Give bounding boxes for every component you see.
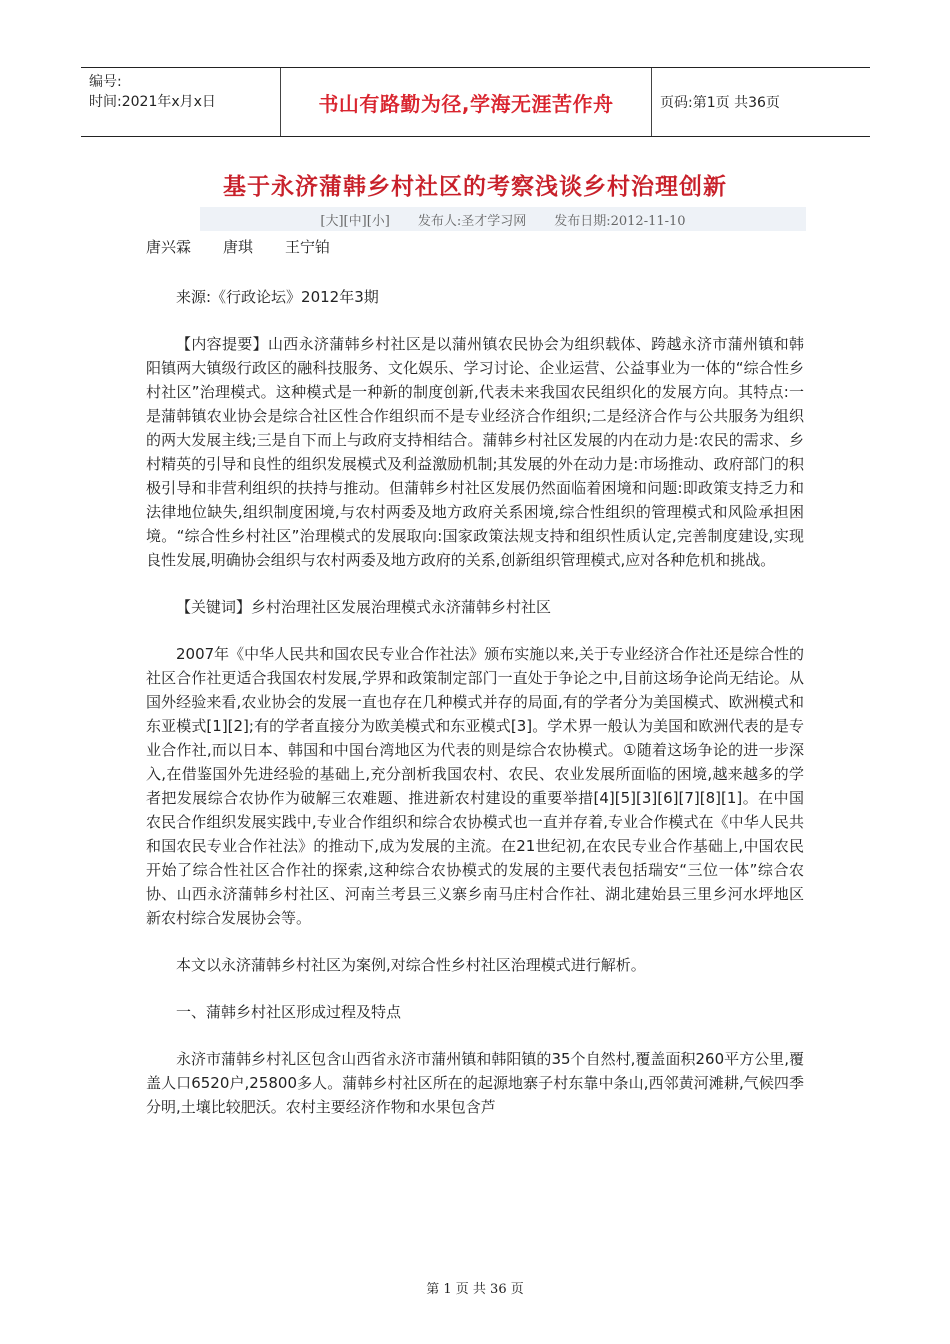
serial-label: 编号: [89, 74, 122, 90]
publisher: 发布人:圣才学习网 [417, 213, 527, 229]
article-meta-bar [200, 207, 806, 231]
keywords-paragraph: 【关键词】乡村治理社区发展治理模式永济蒲韩乡村社区 [176, 598, 552, 616]
article-body [146, 285, 804, 1142]
header-motto: 书山有路勤为径,学海无涯苦作舟 [281, 68, 652, 136]
header-page-info: 页码:第1页 共36页 [660, 95, 780, 111]
time-label: 时间:2021年x月x日 [89, 94, 216, 110]
author-list [146, 236, 330, 257]
source-paragraph: 来源:《行政论坛》2012年3期 [176, 288, 379, 306]
page-footer: 第 1 页 共 36 页 [426, 1282, 524, 1297]
author: 唐兴霖 [146, 238, 192, 256]
purpose-paragraph: 本文以永济蒲韩乡村社区为案例,对综合性乡村社区治理模式进行解析。 [176, 956, 646, 974]
author: 唐琪 [223, 238, 254, 256]
section-heading: 一、蒲韩乡村社区形成过程及特点 [176, 1003, 402, 1021]
section-body-paragraph: 永济市蒲韩乡村礼区包含山西省永济市蒲州镇和韩阳镇的35个自然村,覆盖面积260平方公里,覆盖人口6520户,25800多人。蒲韩乡村社区所在的起源地寨子村东靠中条山,西邻黄河滩耕,气候四季分明,土壤比较肥沃。农村主要经济作物和水果包含芦 [146, 1050, 804, 1116]
font-size-controls[interactable]: [大][中][小] [320, 213, 390, 229]
abstract-paragraph: 【内容提要】山西永济蒲韩乡村社区是以蒲州镇农民协会为组织载体、跨越永济市蒲州镇和韩阳镇两大镇级行政区的融科技服务、文化娱乐、学习讨论、企业运营、公益事业为一体的“综合性乡村社区”治理模式。这种模式是一种新的制度创新,代表未来我国农民组织化的发展方向。其特点:一是蒲韩镇农业协会是综合社区性合作组织而不是专业经济合作组织;二是经济合作与公共服务为组织的两大发展主线;三是自下而上与政府支持相结合。蒲韩乡村社区发展的内在动力是:农民的需求、乡村精英的引导和良性的组织发展模式及利益激励机制;其发展的外在动力是:市场推动、政府部门的积极引导和非营利组织的扶持与推动。但蒲韩乡村社区发展仍然面临着困境和问题:即政策支持乏力和法律地位缺失,组织制度困境,与农村两委及地方政府关系困境,综合性组织的管理模式和风险承担困境。“综合性乡村社区”治理模式的发展取向:国家政策法规支持和组织性质认定,完善制度建设,实现良性发展,明确协会组织与农村两委及地方政府的关系,创新组织管理模式,应对各种危机和挑战。 [146, 335, 804, 569]
author: 王宁铂 [285, 238, 331, 256]
intro-paragraph: 2007年《中华人民共和国农民专业合作社法》颁布实施以来,关于专业经济合作社还是综合性的社区合作社更适合我国农村发展,学界和政策制定部门一直处于争论之中,目前这场争论尚无结论。从国外经验来看,农业协会的发展一直也存在几种模式并存的局面,有的学者分为美国模式、欧洲模式和东亚模式[1][2];有的学者直接分为欧美模式和东亚模式[3]。学术界一般认为美国和欧洲代表的是专业合作社,而以日本、韩国和中国台湾地区为代表的则是综合农协模式。①随着这场争论的进一步深入,在借鉴国外先进经验的基础上,充分剖析我国农村、农民、农业发展所面临的困境,越来越多的学者把发展综合农协作为破解三农难题、推进新农村建设的重要举措[4][5][3][6][7][8][1]。在中国农民合作组织发展实践中,专业合作组织和综合农协模式也一直并存着,专业合作模式在《中华人民共和国农民专业合作社法》的推动下,成为发展的主流。在21世纪初,在农民专业合作基础上,中国农民开始了综合性社区合作社的探索,这种综合农协模式的发展的主要代表包括瑞安“三位一体”综合农协、山西永济蒲韩乡村社区、河南兰考县三义寨乡南马庄村合作社、湖北建始县三里乡河水坪地区新农村综合发展协会等。 [146, 645, 804, 927]
header-info-cell [81, 68, 281, 136]
article-title: 基于永济蒲韩乡村社区的考察浅谈乡村治理创新 [223, 174, 727, 200]
publish-date: 发布日期:2012-11-10 [554, 213, 686, 229]
header-table [81, 67, 870, 137]
